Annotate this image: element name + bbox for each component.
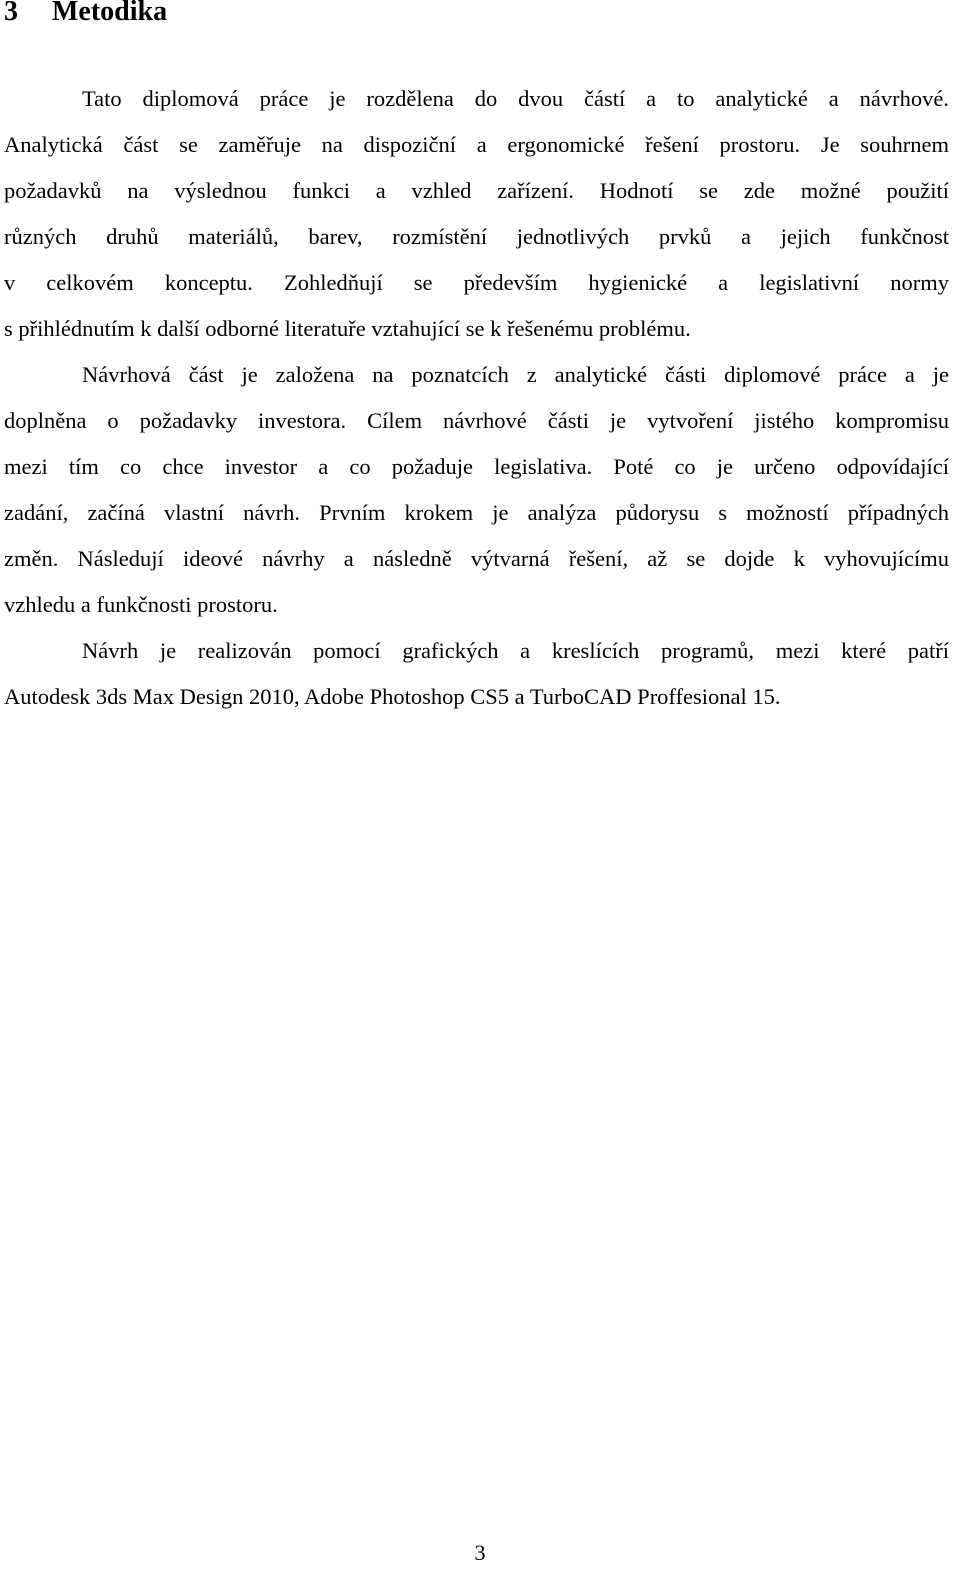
text-line: v celkovém konceptu. Zohledňují se především hygienické a legislativní normy [4, 270, 949, 295]
text-line: s přihlédnutím k další odborné literatuře vztahující se k řešenému problému. [4, 316, 691, 341]
paragraph-software [4, 628, 949, 720]
section-number: 3 [4, 0, 18, 27]
text-line: různých druhů materiálů, barev, rozmístění jednotlivých prvků a jejich funkčnost [4, 224, 949, 249]
text-line: požadavků na výslednou funkci a vzhled zařízení. Hodnotí se zde možné použití [4, 178, 949, 203]
paragraph-analytical [4, 76, 949, 352]
text-line: změn. Následují ideové návrhy a následně výtvarná řešení, až se dojde k vyhovujícímu [4, 546, 949, 571]
page-number: 3 [474, 1540, 486, 1565]
text-line: mezi tím co chce investor a co požaduje legislativa. Poté co je určeno odpovídající [4, 454, 949, 479]
text-line: Analytická část se zaměřuje na dispoziční a ergonomické řešení prostoru. Je souhrnem [4, 132, 949, 157]
text-line: Návrh je realizován pomocí grafických a kreslících programů, mezi které patří [82, 638, 949, 663]
text-line: Autodesk 3ds Max Design 2010, Adobe Photoshop CS5 a TurboCAD Proffesional 15. [4, 684, 781, 709]
paragraph-design [4, 352, 949, 628]
text-line: Návrhová část je založena na poznatcích z analytické části diplomové práce a je [82, 362, 949, 387]
text-line: doplněna o požadavky investora. Cílem návrhové části je vytvoření jistého kompromisu [4, 408, 949, 433]
section-heading [4, 0, 167, 30]
section-title: Metodika [52, 0, 168, 27]
text-line: vzhledu a funkčnosti prostoru. [4, 592, 278, 617]
text-line: zadání, začíná vlastní návrh. Prvním krokem je analýza půdorysu s možností případných [4, 500, 949, 525]
text-line: Tato diplomová práce je rozdělena do dvou částí a to analytické a návrhové. [82, 86, 949, 111]
section-body [4, 76, 949, 720]
